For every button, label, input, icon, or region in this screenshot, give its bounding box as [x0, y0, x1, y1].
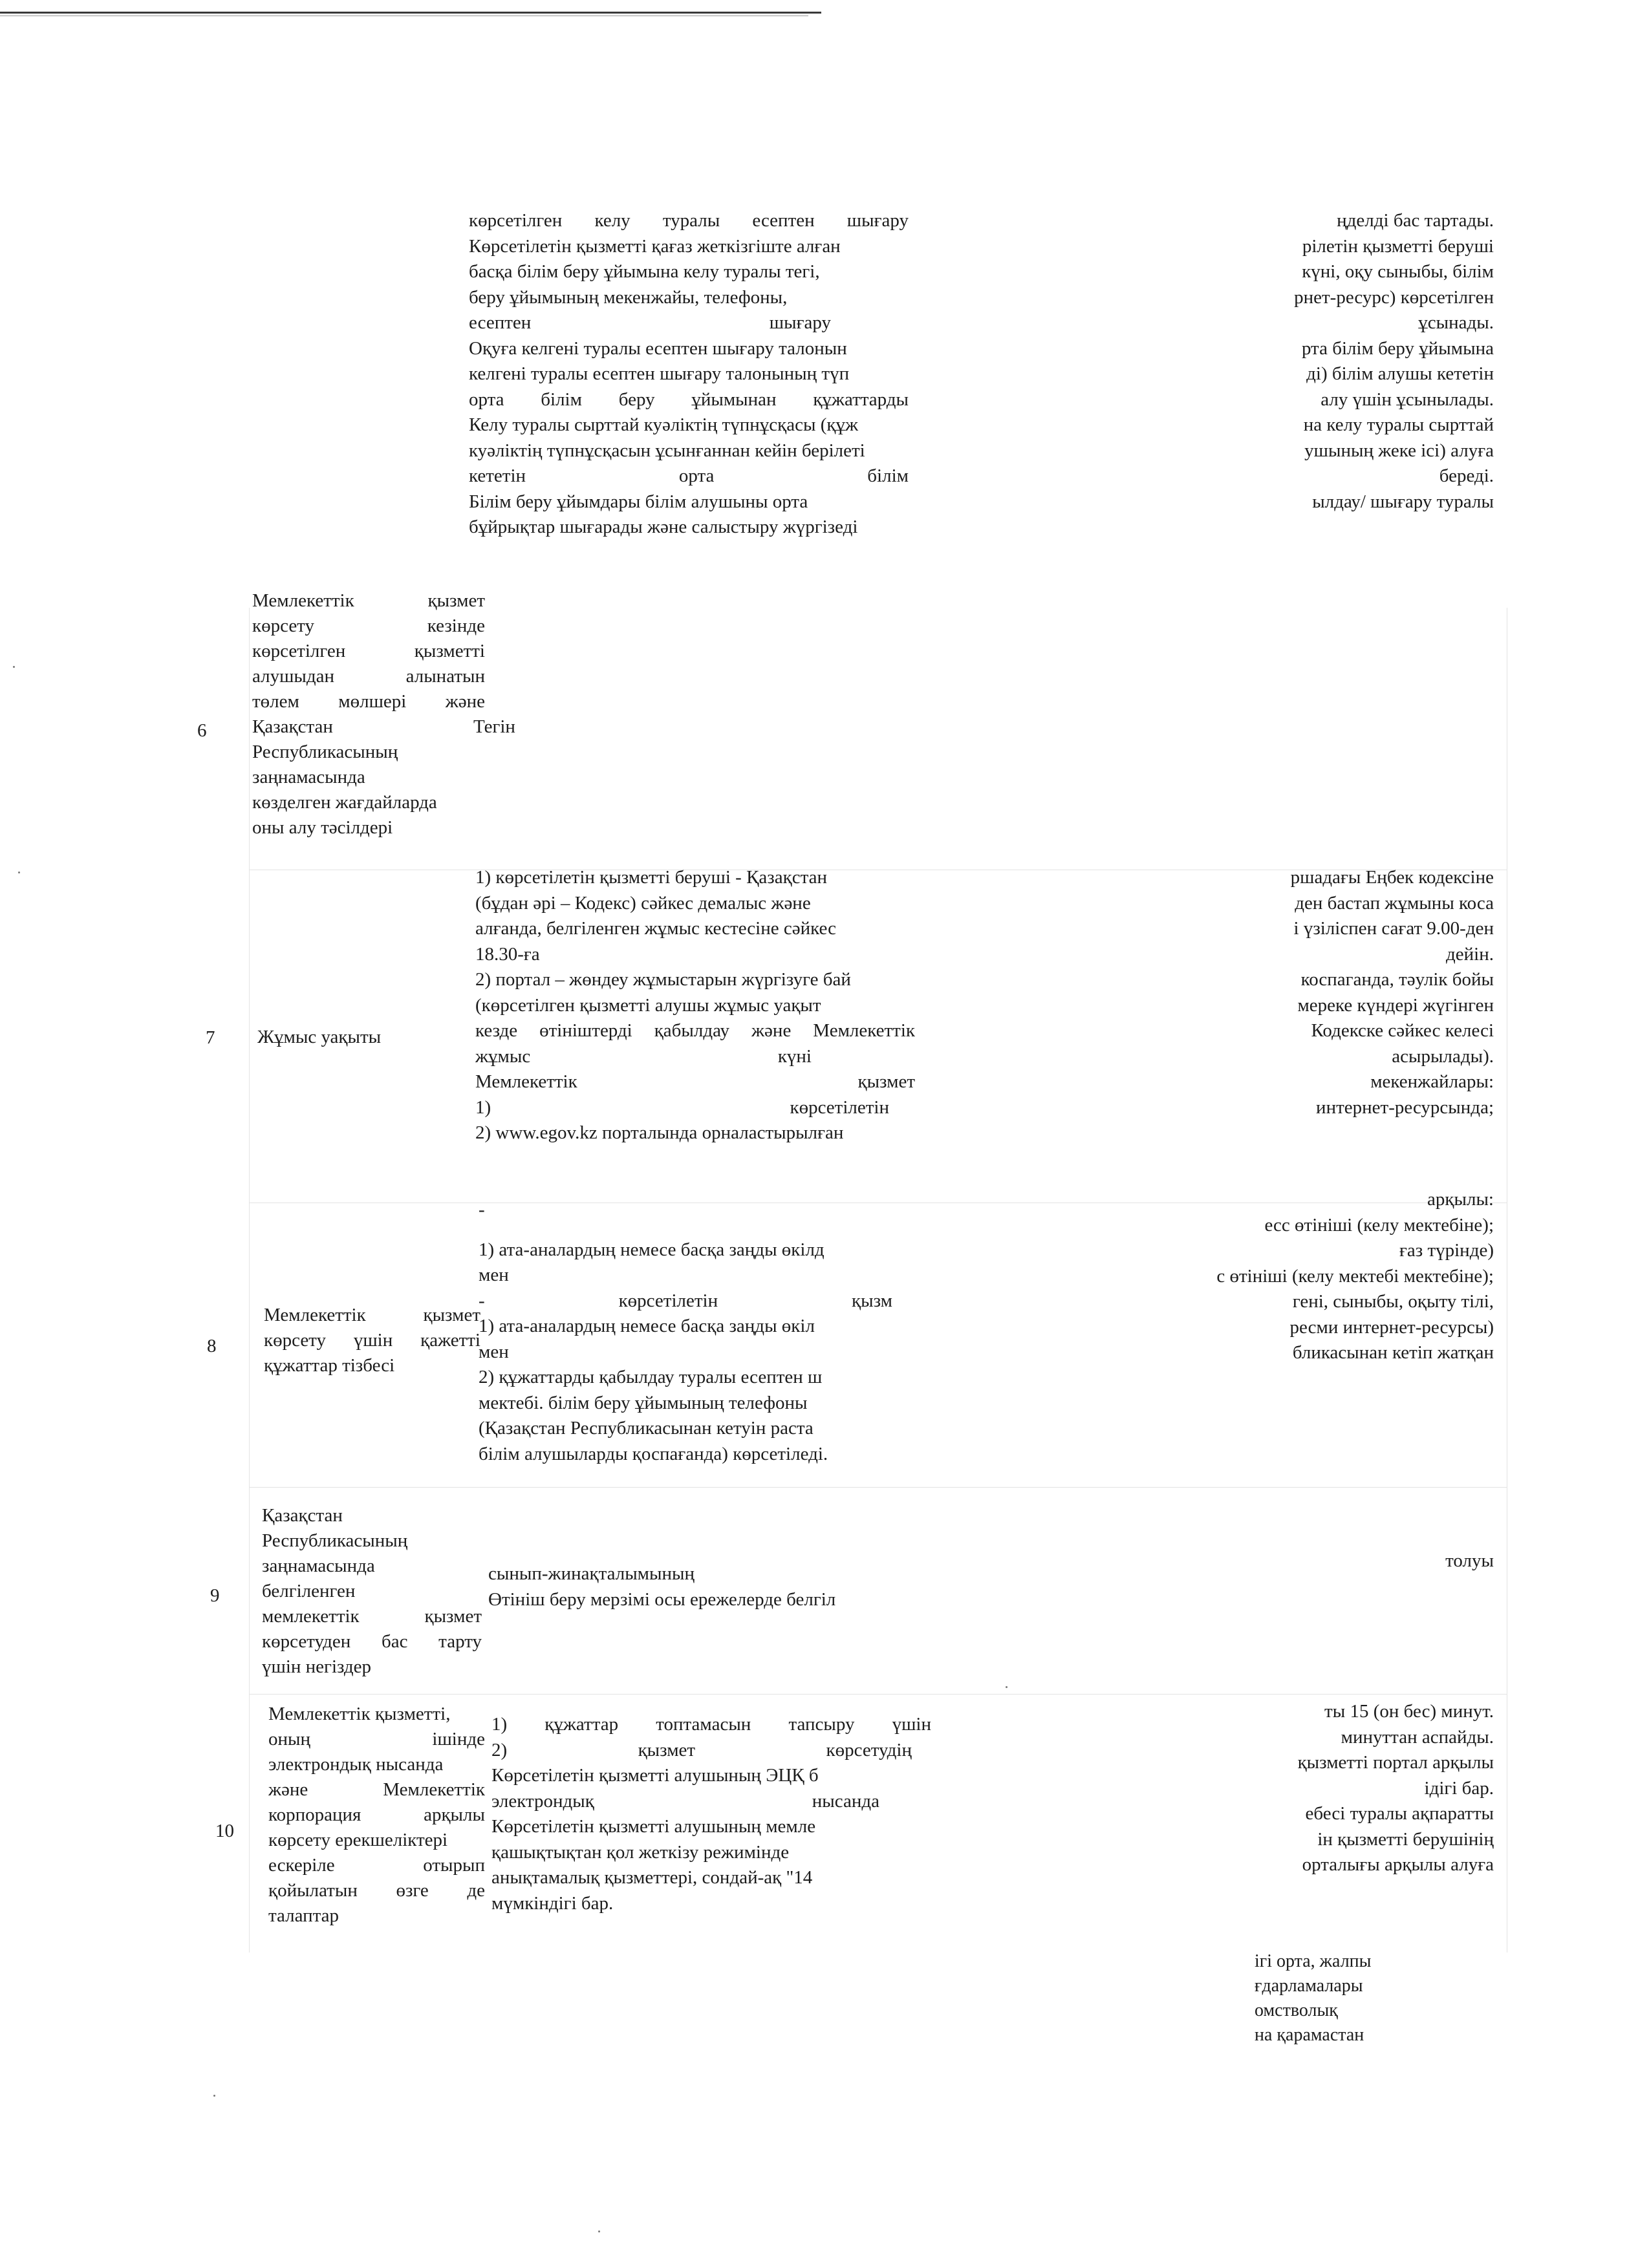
text-line: Оқуға келгені туралы есептен шығару талонын [469, 337, 847, 359]
label-line: Жұмыс уақыты [257, 1027, 382, 1047]
text-line: рта білім беру ұйымына [1301, 337, 1494, 359]
label-line: көрсету кезінде [252, 615, 485, 636]
label-line: ескеріле отырып [268, 1855, 485, 1876]
text-line: 2) құжаттарды қабылдау туралы есептен ш [479, 1367, 823, 1387]
text-line: анықтамалық қызметтері, сондай-ақ "14 [491, 1867, 813, 1888]
text-line: 1) көрсетілетін қызметті беруші - Қазақстан [475, 867, 827, 888]
text-line: кезде өтініштерді қабылдау және Мемлекеттік [475, 1020, 915, 1041]
text-line: 1) көрсетілетін [475, 1097, 889, 1118]
text-line: алу үшін ұсынылады. [1320, 389, 1494, 410]
row-number: 9 [210, 1585, 220, 1606]
text-line: куәліктің түпнұсқасын ұсынғаннан кейін берілеті [469, 440, 865, 461]
text-line: (бұдан әрі – Кодекс) сәйкес демалыс және [475, 892, 811, 914]
text-line: арқылы: [1427, 1189, 1494, 1210]
text-line: ршадағы Еңбек кодексіне [1290, 867, 1494, 888]
text-line: 1) құжаттар топтамасын тапсыру үшін [491, 1714, 931, 1735]
row-number: 7 [206, 1027, 215, 1048]
text-line: бұйрықтар шығарады және салыстыру жүргізеді [469, 517, 858, 537]
label-line: Мемлекеттік қызмет [264, 1305, 480, 1325]
table-border [249, 608, 250, 1952]
text-line: ғаз түрінде) [1399, 1240, 1494, 1261]
label-line: құжаттар тізбесі [264, 1355, 395, 1376]
text-line: рнет-ресурс) көрсетілген [1294, 286, 1494, 308]
label-line: талаптар [268, 1905, 339, 1926]
label-line: көрсету ерекшеліктері [268, 1830, 448, 1850]
text-line: - [479, 1199, 485, 1220]
table-border [249, 1694, 1507, 1695]
scan-speck [13, 666, 15, 668]
text-line: ін қызметті берушінің [1317, 1828, 1494, 1850]
scan-speck [1006, 1686, 1008, 1688]
row-label [262, 1503, 482, 1680]
text-line: Келу туралы сырттай куәліктің түпнұсқасы (құж [469, 414, 858, 435]
row-label [264, 1303, 480, 1378]
text-line: орта білім беру ұйымынан құжаттарды [469, 389, 909, 410]
scan-speck [18, 872, 20, 873]
text-line: күні, оқу сыныбы, білім [1302, 261, 1494, 282]
label-line: төлем мөлшері және [252, 691, 485, 712]
text-line: орталығы арқылы алуға [1302, 1854, 1494, 1875]
text-line: ылдау/ шығару туралы [1312, 491, 1494, 512]
text-line: ңделді бас тартады. [1337, 210, 1494, 231]
footnote-fragment [1255, 1949, 1487, 2048]
row-content [473, 714, 667, 740]
text-line: беру ұйымының мекенжайы, телефоны, [469, 286, 788, 308]
row-number: 10 [215, 1821, 234, 1841]
label-line: заңнамасында [252, 767, 365, 787]
table-border [249, 1487, 1507, 1488]
text-line: электрондық нысанда [491, 1790, 879, 1812]
row-content-right [1216, 1187, 1494, 1366]
text-line: асырылады). [1392, 1045, 1494, 1067]
label-line: көрсетуден бас тарту [262, 1631, 482, 1652]
text-line: ді) білім алушы кететін [1306, 363, 1494, 384]
text-line: мекенжайлары: [1370, 1071, 1494, 1092]
row-content [491, 1712, 931, 1916]
text-line: ты 15 (он бес) минут. [1324, 1701, 1494, 1722]
text-line: мен [479, 1341, 509, 1362]
row-content-right [1345, 1548, 1494, 1574]
text-line: омстволық [1255, 2000, 1338, 2020]
text-line: і үзіліспен сағат 9.00-ден [1293, 918, 1494, 939]
text-line: дейін. [1446, 943, 1494, 965]
row-label [268, 1702, 485, 1929]
text-line: гені, сыныбы, оқыту тілі, [1292, 1291, 1494, 1312]
intro-right-column [1216, 208, 1494, 515]
scan-speck [598, 2231, 600, 2232]
text-line: ебесі туралы ақпаратты [1305, 1803, 1494, 1824]
text-line: есс өтініші (келу мектебіне); [1264, 1214, 1494, 1236]
row-content-right [1216, 865, 1494, 1120]
text-line: интернет-ресурсында; [1316, 1097, 1494, 1118]
text-line: ресми интернет-ресурсы) [1289, 1316, 1494, 1338]
text-line: толуы [1445, 1550, 1494, 1571]
text-line: білім алушыларды қоспағанда) көрсетіледі. [479, 1443, 828, 1464]
text-line: ушының жеке ісі) алуға [1304, 440, 1494, 461]
intro-left-column [469, 208, 909, 540]
row-content [479, 1197, 918, 1467]
text-line: ігі орта, жалпы [1255, 1951, 1372, 1971]
label-line: қойылатын өзге де [268, 1880, 485, 1901]
label-line: алушыдан алынатын [252, 666, 485, 687]
text-line: көрсетілген келу туралы есептен шығару [469, 210, 909, 231]
row-number: 6 [197, 720, 207, 741]
text-line: бликасынан кетіп жатқан [1292, 1342, 1494, 1363]
text-line: басқа білім беру ұйымына келу туралы тегі, [469, 261, 820, 282]
text-line: есептен шығару [469, 312, 831, 333]
label-line: оның ішінде [268, 1729, 485, 1749]
label-line: белгіленген [262, 1581, 356, 1601]
label-line: электрондық нысанда [268, 1754, 444, 1775]
text-line: 2) www.egov.kz порталында орналастырылған [475, 1122, 844, 1143]
text-line: на қарамастан [1255, 2025, 1364, 2045]
scan-speck [213, 2095, 215, 2097]
text-line: Өтініш беру мерзімі осы ережелерде белгіл [488, 1589, 836, 1610]
text-line: Көрсетілетін қызметті қағаз жеткізгіште алған [469, 235, 841, 257]
label-line: заңнамасында [262, 1556, 375, 1576]
text-line: - көрсетілетін қызм [479, 1290, 892, 1311]
row-content [475, 865, 915, 1146]
label-line: мемлекеттік қызмет [262, 1606, 482, 1627]
label-line: Республикасының [252, 742, 398, 762]
text-line: Мемлекеттік қызмет [475, 1071, 915, 1092]
text-line: Білім беру ұйымдары білім алушыны орта [469, 491, 808, 512]
row-label [252, 588, 485, 840]
text-line: Көрсетілетін қызметті алушының ЭЦҚ б [491, 1765, 819, 1786]
text-line: Көрсетілетін қызметті алушының мемле [491, 1816, 816, 1837]
text-line: мүмкіндігі бар. [491, 1892, 614, 1914]
text-line: Тегін [473, 716, 515, 737]
text-line: 18.30-ға [475, 943, 540, 965]
text-line: рілетін қызметті беруші [1302, 235, 1494, 257]
label-line: көрсету үшін қажетті [264, 1330, 480, 1351]
text-line: мен [479, 1265, 509, 1285]
text-line: қашықтықтан қол жеткізу режимінде [491, 1841, 790, 1863]
label-line: көзделген жағдайларда [252, 792, 437, 813]
row-number: 8 [207, 1336, 217, 1356]
label-line: Қазақстан [262, 1505, 343, 1526]
text-line: кететін орта білім [469, 465, 909, 486]
text-line: сынып-жинақталымының [488, 1563, 695, 1584]
text-line: коспаганда, тәулік бойы [1300, 969, 1494, 990]
label-line: Мемлекеттік қызмет [252, 590, 485, 611]
text-line: мереке күндері жүгінген [1297, 994, 1494, 1016]
label-line: көрсетілген қызметті [252, 641, 485, 661]
text-line: ден бастап жұмыны коса [1295, 892, 1494, 914]
text-line: с өтініші (келу мектебі мектебіне); [1216, 1265, 1494, 1287]
text-line: 1) ата-аналардың немесе басқа заңды өкіл [479, 1316, 815, 1336]
text-line: алғанда, белгіленген жұмыс кестесіне сәйкес [475, 918, 836, 939]
text-line: 2) портал – жөндеу жұмыстарын жүргізуге бай [475, 969, 851, 990]
row-content [488, 1561, 928, 1612]
text-line: жұмыс күні [475, 1045, 812, 1067]
text-line: береді. [1439, 465, 1494, 486]
label-line: Республикасының [262, 1530, 408, 1551]
label-line: оны алу тәсілдері [252, 817, 393, 838]
text-line: на келу туралы сырттай [1303, 414, 1494, 435]
row-content-right [1216, 1699, 1494, 1878]
label-line: корпорация арқылы [268, 1804, 485, 1825]
text-line: мектебі. білім беру ұйымының телефоны [479, 1392, 808, 1413]
text-line: Кодекске сәйкес келесі [1311, 1020, 1494, 1041]
text-line: (Қазақстан Республикасынан кетуін раста [479, 1418, 814, 1439]
text-line: (көрсетілген қызметті алушы жұмыс уақыт [475, 994, 821, 1016]
text-line: 1) ата-аналардың немесе басқа заңды өкілд [479, 1239, 824, 1260]
text-line: ұсынады. [1418, 312, 1494, 333]
text-line: 2) қызмет көрсетудің [491, 1739, 912, 1760]
text-line: қызметті портал арқылы [1297, 1752, 1494, 1773]
text-line: келгені туралы есептен шығару талонының түп [469, 363, 850, 384]
label-line: Мемлекеттік қызметті, [268, 1704, 451, 1724]
text-line: минуттан аспайды. [1341, 1726, 1494, 1748]
label-line: және Мемлекеттік [268, 1779, 485, 1800]
text-line: ідігі бар. [1424, 1777, 1494, 1799]
label-line: үшін негіздер [262, 1656, 372, 1677]
row-label [257, 1025, 477, 1050]
label-line: Қазақстан [252, 716, 333, 737]
text-line: ғдарламалары [1255, 1976, 1363, 1996]
